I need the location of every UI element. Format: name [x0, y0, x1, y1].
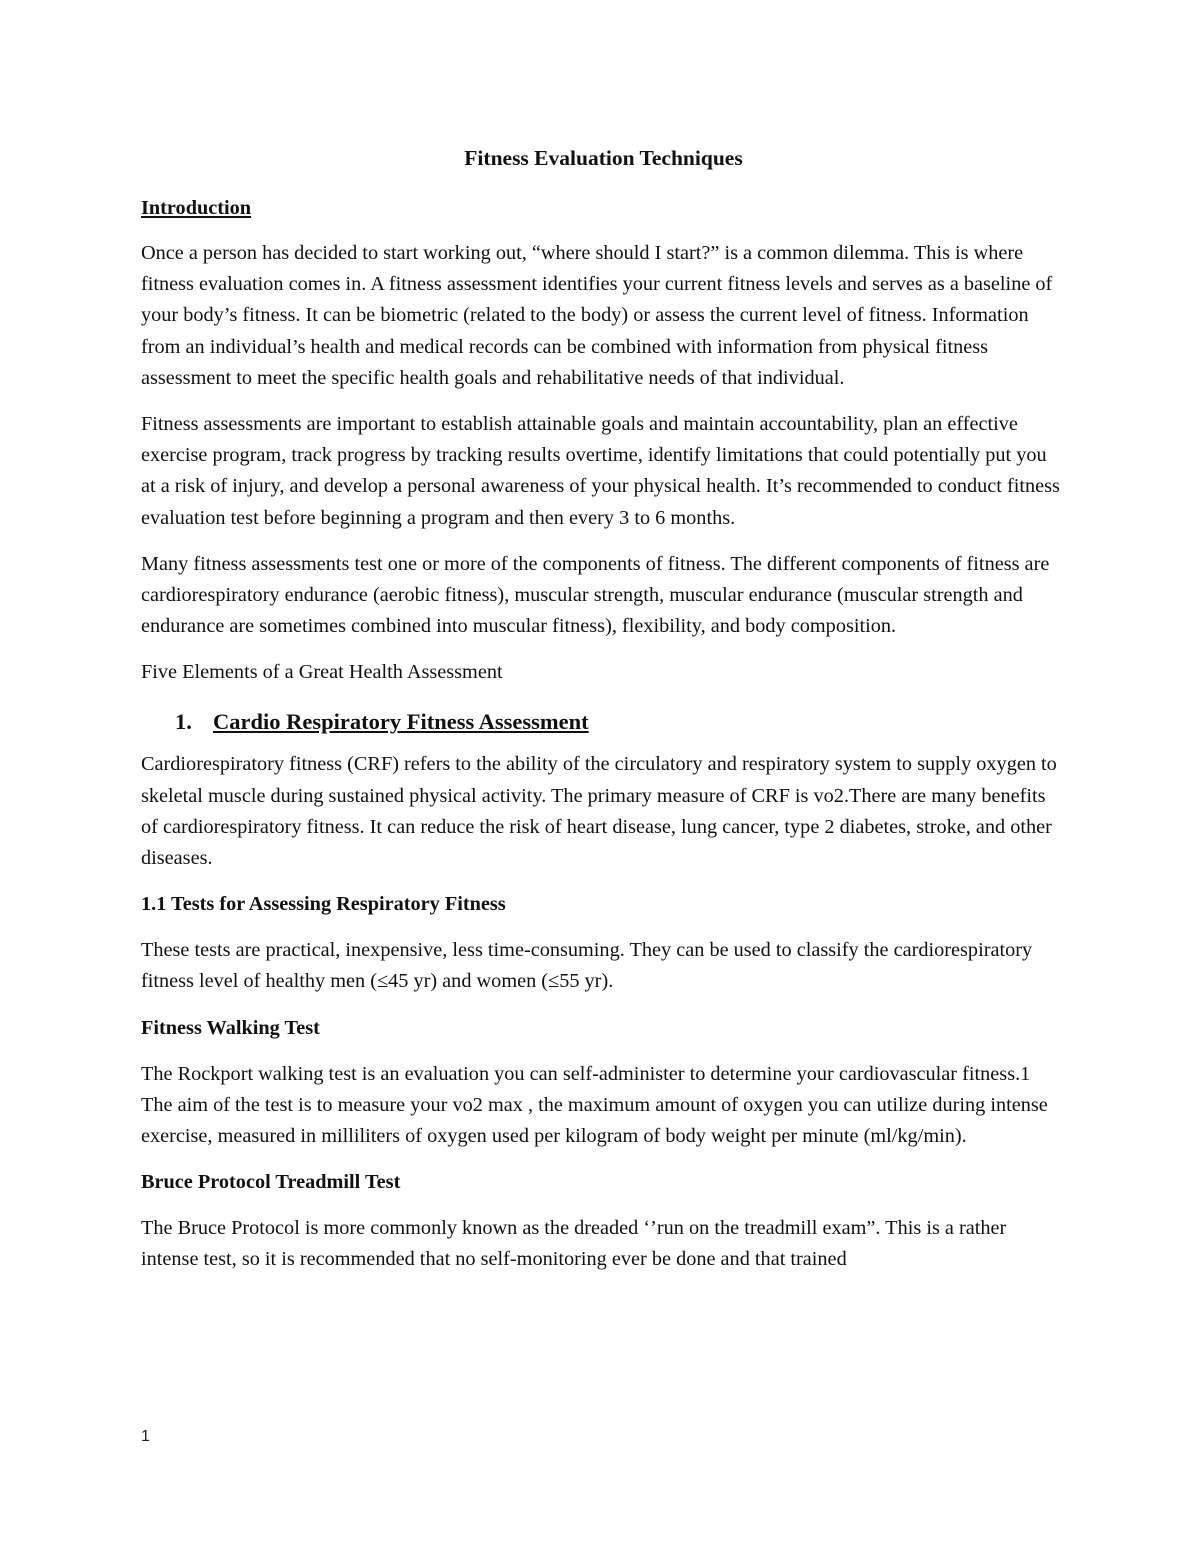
- intro-paragraph-2: Fitness assessments are important to establish attainable goals and maintain accountability, plan an effective exercise program, track progress by tracking results overtime, identify limitations that could potentially put you at a risk of injury, and develop a personal awareness of your physical health. It’s recommended to conduct fitness evaluation test before beginning a program and then every 3 to 6 months.: [141, 413, 1060, 529]
- subsection-1-1-heading: 1.1 Tests for Assessing Respiratory Fitness: [141, 893, 506, 916]
- intro-paragraph-1: Once a person has decided to start working out, “where should I start?” is a common dilemma. This is where fitness evaluation comes in. A fitness assessment identifies your current fitness levels and serves as a baseline of your body’s fitness. It can be biometric (related to the body) or assess the current level of fitness. Information from an individual’s health and medical records can be combined with information from physical fitness assessment to meet the specific health goals and rehabilitative needs of that individual.: [141, 242, 1053, 389]
- document-title: Fitness Evaluation Techniques: [464, 146, 743, 170]
- section-1-number: 1.: [175, 709, 192, 735]
- section-1-paragraph: Cardiorespiratory fitness (CRF) refers to the ability of the circulatory and respiratory system to supply oxygen to skeletal muscle during sustained physical activity. The primary measure of CRF is vo2.There are many benefits of cardiorespiratory fitness. It can reduce the risk of heart disease, lung cancer, type 2 diabetes, stroke, and other diseases.: [141, 753, 1057, 870]
- subsection-1-1-paragraph: These tests are practical, inexpensive, less time-consuming. They can be used to classify the cardiorespiratory fitness level of healthy men (≤45 yr) and women (≤55 yr).: [141, 939, 1033, 993]
- walking-test-heading: Fitness Walking Test: [141, 1016, 320, 1039]
- bruce-test-heading: Bruce Protocol Treadmill Test: [141, 1171, 401, 1194]
- section-1-title: Cardio Respiratory Fitness Assessment: [213, 709, 589, 735]
- bruce-test-paragraph: The Bruce Protocol is more commonly known as the dreaded ‘’run on the treadmill exam”. This is a rather intense test, so it is recommended that no self-monitoring ever be done and that trained: [141, 1217, 1007, 1271]
- page-content: [141, 143, 1066, 1291]
- intro-paragraph-3: Many fitness assessments test one or more of the components of fitness. The different components of fitness are cardiorespiratory endurance (aerobic fitness), muscular strength, muscular endurance (muscular strength and endurance are sometimes combined into muscular fitness), flexibility, and body composition.: [141, 552, 1050, 638]
- five-elements-line: Five Elements of a Great Health Assessment: [141, 661, 503, 684]
- page-number: 1: [141, 1428, 150, 1445]
- introduction-heading: Introduction: [141, 197, 252, 219]
- section-1-heading: [175, 705, 1066, 739]
- walking-test-paragraph: The Rockport walking test is an evaluation you can self-administer to determine your cardiovascular fitness.1 The aim of the test is to measure your vo2 max , the maximum amount of oxygen you can utilize during intense exercise, measured in milliliters of oxygen used per kilogram of body weight per minute (ml/kg/min).: [141, 1062, 1048, 1148]
